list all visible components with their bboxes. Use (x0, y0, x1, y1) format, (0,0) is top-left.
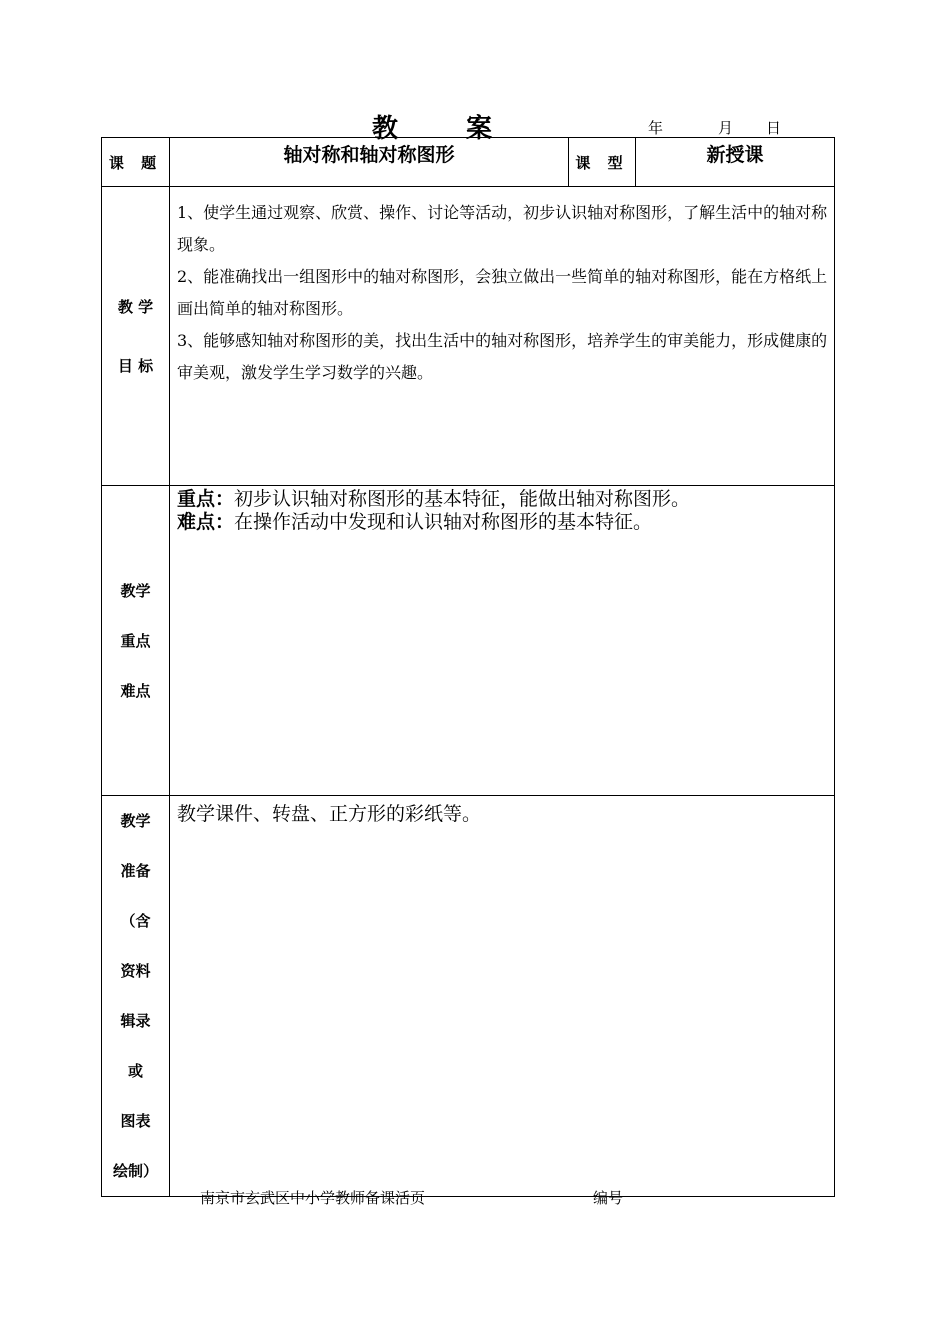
row-objectives (102, 187, 835, 486)
prep-label-3: （含 (120, 912, 151, 930)
type-label: 课 型 (569, 138, 636, 187)
topic-value: 轴对称和轴对称图形 (170, 138, 569, 187)
prep-label-4: 资料 (120, 962, 151, 980)
key-points-content (170, 486, 835, 796)
row-key-points (102, 486, 835, 796)
key-points-label-2: 重点 (120, 631, 151, 650)
title-char-2: 案 (466, 114, 493, 144)
row-preparation (102, 796, 835, 1197)
difficulty-line (177, 511, 828, 534)
prep-label-6: 或 (127, 1062, 143, 1080)
preparation-label (102, 796, 170, 1197)
prep-label-8: 绘制） (112, 1162, 158, 1180)
footer-org: 南京市玄武区中小学教师备课活页 (200, 1189, 426, 1207)
difficulty-label: 难点： (177, 511, 235, 533)
key-points-label (102, 486, 170, 796)
objectives-label-2: 目 标 (117, 357, 154, 375)
objectives-content (170, 187, 835, 486)
prep-label-1: 教学 (120, 812, 151, 830)
prep-label-2: 准备 (120, 862, 151, 880)
topic-label: 课 题 (102, 138, 170, 187)
difficulty-text: 在操作活动中发现和认识轴对称图形的基本特征。 (234, 511, 653, 533)
focus-label: 重点： (177, 488, 235, 510)
lesson-plan-table (101, 137, 835, 1197)
title-char-1: 教 (372, 114, 399, 144)
date-year: 年 (648, 119, 664, 137)
objective-item: 2、能准确找出一组图形中的轴对称图形，会独立做出一些简单的轴对称图形，能在方格纸上画出简单的轴对称图形。 (177, 267, 828, 318)
prep-label-5: 辑录 (120, 1012, 151, 1030)
date-day: 日 (766, 119, 782, 137)
focus-line (177, 488, 828, 511)
objective-item: 1、使学生通过观察、欣赏、操作、讨论等活动，初步认识轴对称图形，了解生活中的轴对称现象。 (177, 203, 828, 254)
key-points-label-3: 难点 (120, 681, 151, 700)
objectives-label-1: 教 学 (117, 298, 154, 316)
footer-number-label: 编号 (593, 1189, 624, 1207)
date-month: 月 (718, 119, 734, 137)
preparation-content: 教学课件、转盘、正方形的彩纸等。 (170, 796, 835, 1197)
key-points-label-1: 教学 (120, 581, 151, 600)
type-value: 新授课 (636, 138, 835, 187)
row-topic (102, 138, 835, 187)
prep-label-7: 图表 (120, 1112, 151, 1130)
objectives-label (102, 187, 170, 486)
objective-item: 3、能够感知轴对称图形的美，找出生活中的轴对称图形，培养学生的审美能力，形成健康的审美观，激发学生学习数学的兴趣。 (177, 331, 828, 382)
focus-text: 初步认识轴对称图形的基本特征，能做出轴对称图形。 (234, 488, 691, 510)
